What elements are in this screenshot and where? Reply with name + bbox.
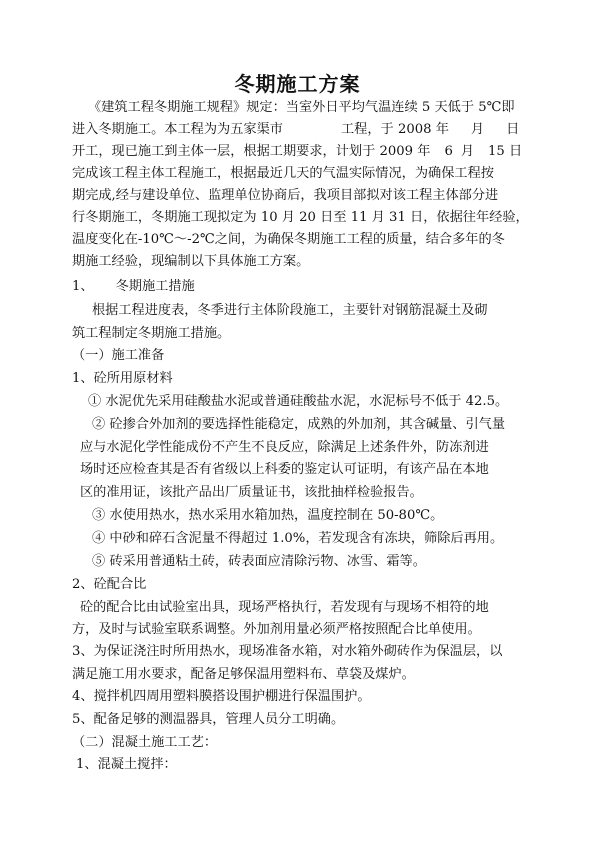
intro-line: 期施工经验，现编制以下具体施工方案。	[72, 254, 310, 269]
material-item-continued: 应与水泥化学性能成份不产生不良反应，除满足上述条件外，防冻剂进	[80, 440, 489, 455]
intro-text: 15 日	[488, 144, 523, 159]
section-number: 1、	[72, 279, 94, 294]
item-heading: 2、砼配合比	[72, 577, 147, 592]
intro-text: 6	[444, 144, 453, 159]
subsection-heading: （一）施工准备	[72, 348, 165, 363]
intro-text: 工程，于 2008 年	[341, 122, 449, 137]
intro-line	[72, 141, 522, 163]
subsection-heading: （二）混凝土施工工艺：	[72, 735, 218, 750]
item-paragraph: 砼的配合比由试验室出具，现场严格执行，若发现有与现场不相符的地	[80, 600, 489, 615]
intro-line: 行冬期施工，冬期施工现拟定为 10 月 20 日至 11 月 31 日，依据往年经验，	[72, 210, 529, 225]
material-item-continued: 区的准用证，该批产品出厂质量证书，该批抽样检验报告。	[80, 485, 423, 500]
item-heading: 1、混凝土搅拌：	[76, 757, 177, 772]
intro-text: 开工，现已施工到主体一层，根据工期要求，计划于 2009 年	[72, 144, 431, 159]
document-title: 冬期施工方案	[234, 72, 361, 96]
material-item: ⑤ 砖采用普通粘土砖，砖表面应清除污物、冰雪、霜等。	[92, 554, 426, 569]
material-item: ④ 中砂和碎石含泥量不得超过 1.0%，若发现含有冻块，筛除后再用。	[92, 531, 504, 546]
material-item: ② 砼掺合外加剂的要选择性能稳定，成熟的外加剂，其含碱量、引气量	[92, 417, 506, 432]
intro-line	[72, 119, 519, 141]
item-paragraph: 满足施工用水要求，配备足够保温用塑料布、草袋及煤炉。	[72, 667, 415, 682]
section-heading	[72, 276, 195, 298]
intro-text: 月	[460, 144, 475, 159]
section-heading-text: 冬期施工措施	[115, 279, 195, 294]
intro-text: 日	[506, 122, 520, 137]
material-item-continued: 场时还应检查其是否有省级以上科委的鉴定认可证明，有该产品在本地	[80, 462, 489, 477]
intro-text: 进入冬期施工。本工程为为五家渠市	[72, 122, 283, 137]
section-paragraph: 筑工程制定冬期施工措施。	[72, 326, 231, 341]
material-item: ③ 水使用热水，热水采用水箱加热，温度控制在 50-80℃。	[92, 508, 444, 523]
item-paragraph: 方，及时与试验室联系调整。外加剂用量必须严格按照配合比单使用。	[72, 622, 481, 637]
intro-text: 月	[470, 122, 485, 137]
item-heading: 1、砼所用原材料	[72, 371, 173, 386]
intro-line: 期完成,经与建设单位、监理单位协商后，我项目部拟对该工程主体部分进	[72, 188, 499, 203]
intro-line: 《建筑工程冬期施工规程》规定：当室外日平均气温连续 5 天低于 5℃即	[88, 100, 515, 115]
intro-line: 完成该工程主体工程施工，根据最近几天的气温实际情况，为确保工程按	[72, 166, 494, 181]
item-paragraph: 5、配备足够的测温器具，管理人员分工明确。	[72, 712, 345, 727]
material-item: ① 水泥优先采用硅酸盐水泥或普通硅酸盐水泥，水泥标号不低于 42.5。	[88, 394, 509, 409]
intro-line: 温度变化在-10℃～-2℃之间，为确保冬期施工工程的质量，结合多年的冬	[72, 232, 505, 247]
section-paragraph: 根据工程进度表，冬季进行主体阶段施工，主要针对钢筋混凝土及砌	[92, 303, 488, 318]
item-paragraph: 4、搅拌机四周用塑料膜搭设围护棚进行保温围护。	[72, 689, 371, 704]
item-paragraph: 3、为保证浇注时所用热水，现场准备水箱，对水箱外砌砖作为保温层，以	[72, 644, 503, 659]
